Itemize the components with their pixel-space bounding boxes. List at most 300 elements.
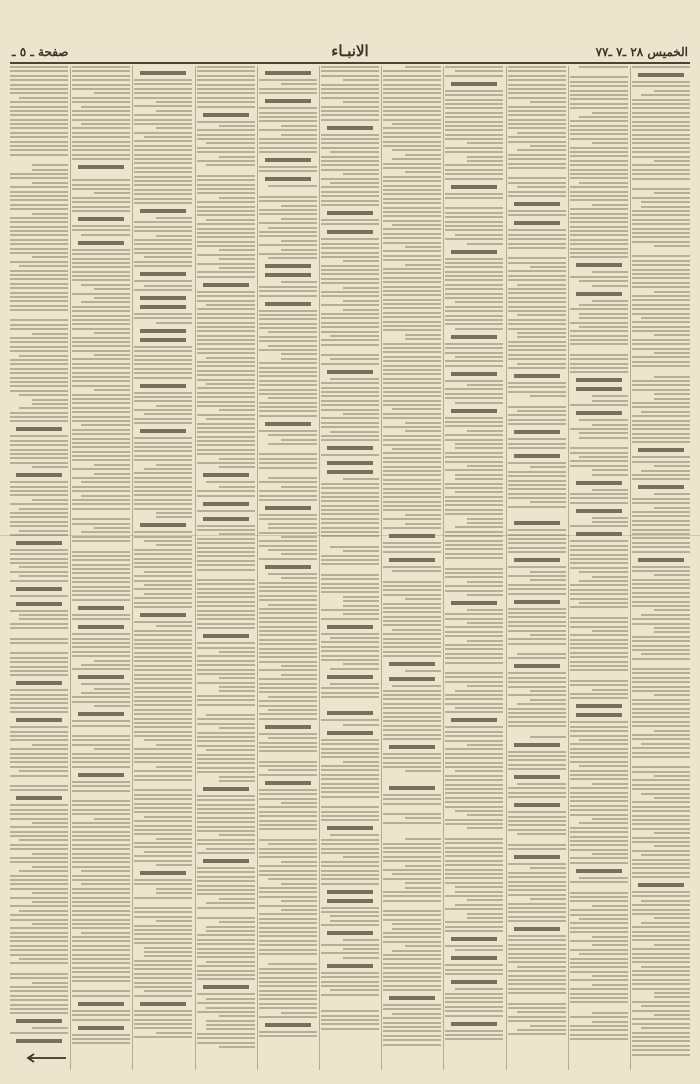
text-line [570,831,628,833]
text-line [321,609,379,611]
text-line [10,666,68,668]
text-line [10,919,68,921]
text-line [134,897,192,899]
text-line [197,75,255,77]
text-line [321,1028,379,1030]
text-line [508,462,566,464]
text-line [197,917,255,919]
text-line [508,608,566,610]
text-line [570,138,628,140]
text-line [81,495,130,497]
text-line [654,574,690,576]
text-line [72,503,130,505]
text-line [134,833,192,835]
text-line [268,878,317,880]
text-line [632,286,690,288]
text-line [72,618,130,620]
text-line [197,214,255,216]
text-line [445,823,503,825]
text-line [530,690,566,692]
text-line [632,891,690,893]
text-line [508,716,566,718]
text-line [330,920,379,922]
text-line [321,574,379,576]
text-line [445,735,503,737]
text-line [445,275,503,277]
text-column [508,66,566,1070]
text-line [641,793,690,795]
text-line [445,531,503,533]
text-line [19,614,68,616]
section-heading [389,996,435,1000]
text-line [72,568,130,570]
text-line [134,829,192,831]
column-rule [630,66,631,1070]
text-line [321,164,379,166]
text-line [579,116,628,118]
text-line [445,698,503,700]
text-line [268,696,317,698]
text-line [10,186,68,188]
text-line [259,138,317,140]
text-line [206,930,255,932]
text-column [632,66,690,1070]
text-line [570,502,628,504]
text-line [654,845,690,847]
text-line [570,562,628,564]
text-line [632,747,690,749]
text-line [197,538,255,540]
text-line [197,627,255,629]
text-line [259,824,317,826]
text-line [134,968,192,970]
text-line [383,1044,441,1046]
text-line [259,669,317,671]
text-line [134,350,192,352]
text-line [632,801,690,803]
text-line [259,375,317,377]
text-line [197,188,255,190]
text-line [134,798,192,800]
text-line [72,486,130,488]
text-line [321,687,379,689]
text-line [197,939,255,941]
section-heading [514,664,560,668]
text-line [281,861,317,863]
text-line [508,988,566,990]
section-heading [576,704,622,708]
text-line [383,452,441,454]
text-line [592,576,628,578]
text-line [530,101,566,103]
text-line [134,761,192,763]
text-line [72,910,130,912]
text-line [383,1017,441,1019]
text-line [197,682,255,684]
text-line [72,914,130,916]
newspaper-title: الانبـاء [331,42,369,60]
text-line [197,660,255,662]
text-line [405,246,441,248]
text-line [72,523,130,525]
text-line [632,406,690,408]
text-line [72,468,130,470]
text-line [508,979,566,981]
text-line [570,195,628,197]
text-line [445,229,503,231]
section-heading [140,1002,186,1006]
section-heading [327,230,373,234]
text-line [383,290,441,292]
text-line [321,787,379,789]
text-line [592,783,628,785]
text-line [570,125,628,127]
text-line [72,258,130,260]
text-line [330,546,379,548]
text-line [383,470,441,472]
text-line [445,788,503,790]
text-line [72,341,130,343]
text-line [445,500,503,502]
text-line [259,949,317,951]
text-line [10,377,68,379]
text-line [321,765,379,767]
text-line [10,512,68,514]
text-line [343,101,379,103]
text-line [197,201,255,203]
section-heading [265,158,311,162]
text-line [330,668,379,670]
text-line [134,481,192,483]
text-line [321,848,379,850]
text-line [570,1001,628,1003]
text-line [570,322,628,324]
text-line [343,761,379,763]
text-line [508,419,566,421]
text-line [321,522,379,524]
text-line [72,119,130,121]
text-line [197,974,255,976]
text-line [632,134,690,136]
text-line [259,151,317,153]
text-line [570,958,628,960]
text-line [259,295,317,297]
text-line [570,647,628,649]
section-heading [451,409,497,413]
text-line [321,774,379,776]
text-line [570,549,628,551]
text-line [592,424,628,426]
text-line [321,278,379,280]
text-line [632,264,690,266]
section-heading [327,675,373,679]
text-line [10,136,68,138]
text-line [508,88,566,90]
text-line [632,810,690,812]
text-line [219,197,255,199]
text-line [445,590,503,592]
text-line [654,291,690,293]
text-line [343,260,379,262]
text-line [508,306,566,308]
text-line [632,596,690,598]
text-line [72,411,130,413]
text-line [10,753,68,755]
text-line [94,464,130,466]
text-line [508,935,566,937]
text-line [134,154,192,156]
text-line [259,410,317,412]
text-line [632,433,690,435]
text-line [570,1025,628,1027]
text-line [268,737,317,739]
text-line [10,154,68,156]
section-heading [576,869,622,873]
text-line [405,838,441,840]
text-line [383,365,441,367]
text-line [445,626,503,628]
text-line [321,783,379,785]
text-line [343,550,379,552]
text-line [383,307,441,309]
text-line [508,872,566,874]
text-line [197,396,255,398]
text-line [72,888,130,890]
text-line [259,700,317,702]
text-line [134,960,192,962]
text-line [10,359,68,361]
text-line [445,258,503,260]
text-line [383,189,441,191]
text-line [508,529,566,531]
text-line [632,872,690,874]
text-line [259,994,317,996]
text-line [445,540,503,542]
text-line [259,79,317,81]
text-line [383,127,441,129]
text-line [632,970,690,972]
text-line [206,848,255,850]
text-line [570,796,628,798]
text-line [405,817,441,819]
text-line [321,147,379,149]
text-line [467,243,503,245]
text-line [632,223,690,225]
text-line [197,993,255,995]
text-line [570,805,628,807]
text-line [383,207,441,209]
text-line [445,1006,503,1008]
text-line [259,116,317,118]
text-line [10,300,68,302]
text-line [383,145,441,147]
text-line [632,402,690,404]
text-line [445,417,503,419]
text-line [570,335,628,337]
text-line [570,221,628,223]
text-line [632,330,690,332]
text-line [570,98,628,100]
text-line [259,617,317,619]
text-line [445,439,503,441]
text-line [654,398,690,400]
text-line [10,940,68,942]
text-line [197,453,255,455]
text-line [321,66,379,68]
text-line [10,292,68,294]
text-line [455,988,504,990]
left-arrow-icon[interactable] [24,1052,68,1064]
text-line [445,107,503,109]
text-line [508,119,566,121]
text-line [343,600,379,602]
text-line [632,260,690,262]
text-line [570,164,628,166]
text-line [321,256,379,258]
text-line [321,496,379,498]
text-line [632,321,690,323]
text-line [570,363,628,365]
text-line [134,123,192,125]
text-line [445,323,503,325]
text-line [455,707,504,709]
text-line [197,339,255,341]
text-line [592,112,628,114]
text-columns [10,66,690,1070]
text-line [197,956,255,958]
text-line [445,487,503,489]
text-line [467,156,503,158]
text-line [508,957,566,959]
text-line [508,391,566,393]
text-line [134,907,192,909]
text-line [156,101,192,103]
text-line [445,618,503,620]
text-line [72,831,130,833]
section-heading [140,429,186,433]
text-line [259,608,317,610]
text-line [321,806,379,808]
text-line [197,322,255,324]
text-line [197,263,255,265]
text-line [259,870,317,872]
section-heading [16,1039,62,1043]
text-line [632,725,690,727]
text-line [156,544,192,546]
text-line [94,354,130,356]
text-line [197,601,255,603]
text-line [445,509,503,511]
text-line [321,518,379,520]
text-line [81,424,130,426]
text-line [281,802,317,804]
section-heading [203,113,249,117]
text-line [197,623,255,625]
text-line [383,527,441,529]
text-line [321,313,379,315]
text-line [383,233,441,235]
text-line [10,208,68,210]
text-line [383,518,441,520]
text-line [405,945,441,947]
text-line [259,514,317,516]
section-heading [451,718,497,722]
text-line [72,310,130,312]
text-line [445,869,503,871]
text-line [10,652,68,654]
text-line [321,819,379,821]
text-line [10,857,68,859]
text-line [632,756,690,758]
text-line [570,617,628,619]
text-line [592,271,628,273]
text-line [508,903,566,905]
text-line [197,308,255,310]
text-line [508,863,566,865]
section-heading [203,517,249,521]
text-line [508,341,566,343]
text-line [445,553,503,555]
text-line [134,243,192,245]
text-line [197,1033,255,1035]
text-line [197,206,255,208]
text-line [570,213,628,215]
text-line [405,670,441,672]
text-line [259,935,317,937]
text-line [134,713,192,715]
text-line [570,730,628,732]
text-line [134,140,192,142]
text-line [405,882,441,884]
text-line [508,953,566,955]
text-line [592,489,628,491]
text-line [72,75,130,77]
text-line [197,423,255,425]
text-line [259,129,317,131]
text-line [197,184,255,186]
text-line [72,599,130,601]
text-line [383,972,441,974]
text-line [81,683,130,685]
text-line [508,725,566,727]
text-line [72,499,130,501]
text-line [259,430,317,432]
text-line [632,173,690,175]
text-line [654,775,690,777]
text-line [72,358,130,360]
text-line [508,97,566,99]
section-heading [203,634,249,638]
text-line [259,626,317,628]
text-line [467,622,503,624]
text-line [445,572,503,574]
text-line [72,923,130,925]
text-line [383,79,441,81]
text-line [72,638,130,640]
text-line [383,343,441,345]
text-line [197,228,255,230]
text-line [445,197,503,199]
text-line [592,300,628,302]
text-line [134,549,192,551]
text-line [259,545,317,547]
text-line [321,839,379,841]
section-heading [576,509,622,513]
text-line [197,808,255,810]
text-line [259,590,317,592]
text-line [508,829,566,831]
text-line [570,103,628,105]
